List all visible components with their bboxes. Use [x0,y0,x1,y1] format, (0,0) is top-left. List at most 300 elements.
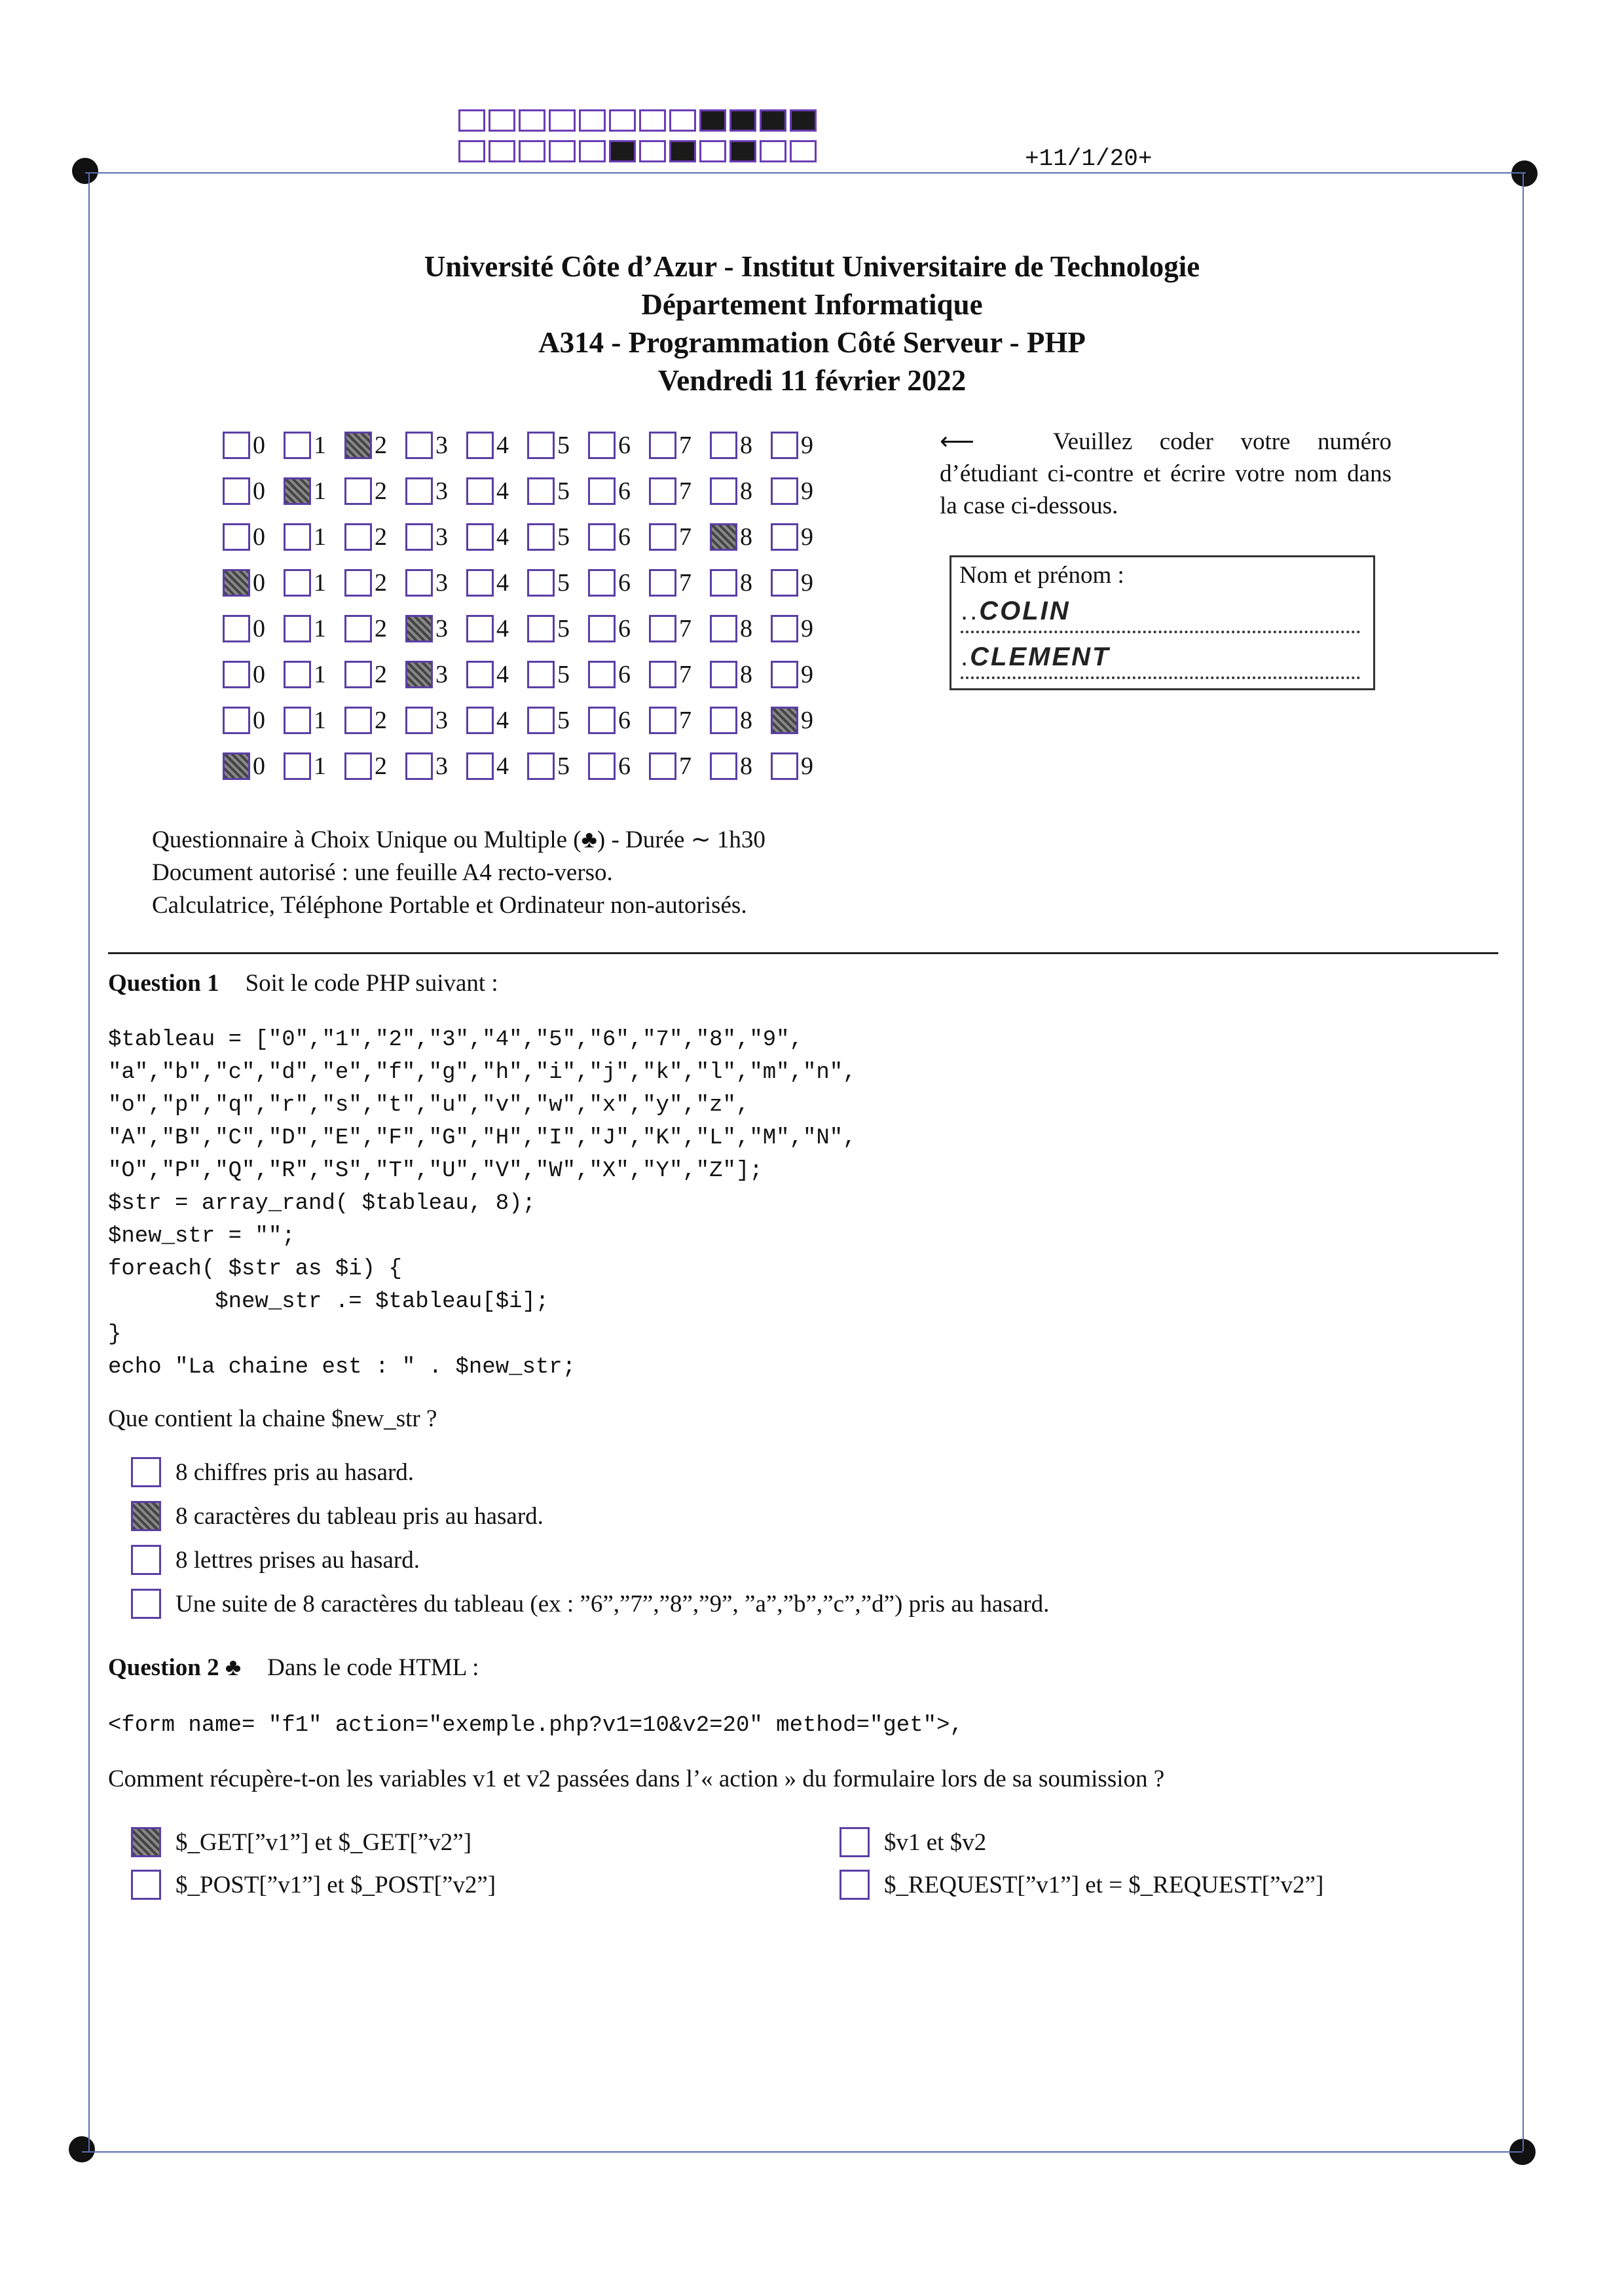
answer-option[interactable] [840,1827,986,1857]
code-line: } [108,1322,122,1347]
digit-checkbox[interactable] [405,432,433,459]
digit-label: 4 [496,432,509,459]
digit-checkbox[interactable] [771,707,798,734]
digit-checkbox[interactable] [710,432,737,459]
digit-label: 7 [679,661,692,688]
digit-checkbox[interactable] [588,615,616,642]
digit-checkbox[interactable] [649,569,676,597]
digit-option [344,523,405,551]
answer-option[interactable] [131,1501,544,1531]
corner-marker-top-right [1511,160,1538,187]
digit-checkbox[interactable] [527,707,555,734]
exam-title [0,248,1624,399]
digit-checkbox[interactable] [344,661,372,688]
digit-label: 0 [253,523,265,551]
code-cell [669,140,696,162]
digit-label: 0 [253,477,265,505]
answer-option[interactable] [131,1457,414,1487]
digit-label: 6 [618,707,631,734]
digit-option [405,660,466,689]
student-number-row [223,468,832,514]
question-2-prompt: Comment récupère-t-on les variables v1 et v2 passées dans l’« action » du formulaire lors de sa soumission ? [108,1766,1165,1792]
digit-checkbox[interactable] [527,477,555,505]
digit-option [405,706,466,735]
digit-checkbox[interactable] [710,477,737,505]
digit-label: 9 [801,523,813,551]
digit-option [527,660,588,689]
digit-checkbox[interactable] [344,569,372,597]
digit-option [710,523,771,551]
answer-option[interactable] [131,1827,471,1857]
digit-label: 8 [740,752,752,780]
digit-checkbox[interactable] [466,707,494,734]
digit-checkbox[interactable] [284,615,311,642]
digit-checkbox[interactable] [588,523,616,551]
digit-label: 5 [557,523,570,551]
digit-checkbox[interactable] [527,432,555,459]
digit-checkbox[interactable] [527,615,555,642]
digit-checkbox[interactable] [649,432,676,459]
answer-checkbox[interactable] [131,1589,161,1619]
code-line: "A","B","C","D","E","F","G","H","I","J","K","L","M","N", [108,1126,857,1151]
digit-label: 7 [679,615,692,642]
digit-label: 9 [801,752,813,780]
digit-option [284,706,344,735]
digit-label: 3 [435,707,448,734]
digit-checkbox[interactable] [405,661,433,688]
digit-checkbox[interactable] [344,707,372,734]
digit-checkbox[interactable] [588,432,616,459]
title-university: Université Côte d’Azur - Institut Universitaire de Technologie [424,250,1200,283]
digit-checkbox[interactable] [527,752,555,780]
digit-option [527,523,588,551]
code-line: "O","P","Q","R","S","T","U","V","W","X","Y","Z"]; [108,1158,763,1183]
answer-option[interactable] [840,1870,1323,1900]
sheet-code-strip-2 [458,140,817,162]
frame-bottom [82,2151,1522,2153]
digit-label: 6 [618,569,631,597]
digit-checkbox[interactable] [649,707,676,734]
digit-option [710,706,771,735]
digit-option [649,614,710,643]
digit-option [771,752,832,781]
digit-checkbox[interactable] [405,752,433,780]
digit-checkbox[interactable] [284,432,311,459]
digit-label: 8 [740,661,752,688]
digit-label: 8 [740,432,752,459]
code-cell [549,109,576,132]
digit-option [588,431,649,460]
digit-option [284,431,344,460]
divider [108,952,1498,954]
digit-checkbox[interactable] [344,432,372,459]
digit-checkbox[interactable] [284,707,311,734]
answer-label: $_REQUEST[”v1”] et = $_REQUEST[”v2”] [884,1871,1324,1898]
instructions-text: Veuillez coder votre numéro d’étudiant ci-contre et écrire votre nom dans la case ci-dessous. [940,428,1392,519]
digit-checkbox[interactable] [223,569,250,597]
digit-checkbox[interactable] [710,523,737,551]
digit-checkbox[interactable] [223,477,250,505]
student-number-row [223,560,832,606]
digit-option [284,752,344,781]
code-cell [579,140,606,162]
code-cell [699,140,726,162]
digit-label: 6 [618,752,631,780]
code-line: $new_str .= $tableau[$i]; [108,1289,549,1314]
digit-option [466,752,527,781]
digit-label: 3 [435,432,448,459]
title-date: Vendredi 11 février 2022 [657,364,967,397]
code-line: $tableau = ["0","1","2","3","4","5","6","7","8","9", [108,1028,803,1052]
digit-checkbox[interactable] [223,752,250,780]
digit-checkbox[interactable] [466,752,494,780]
digit-checkbox[interactable] [466,523,494,551]
digit-checkbox[interactable] [284,523,311,551]
digit-checkbox[interactable] [588,569,616,597]
first-name-field[interactable]: .CLEMENT [961,642,1360,679]
question-1-header [108,969,498,997]
digit-checkbox[interactable] [649,523,676,551]
answer-checkbox[interactable] [131,1827,161,1857]
digit-option [710,431,771,460]
digit-option [771,477,832,506]
digit-label: 3 [435,615,448,642]
digit-label: 5 [557,661,570,688]
exam-info [152,824,766,922]
digit-checkbox[interactable] [344,523,372,551]
digit-checkbox[interactable] [771,615,798,642]
question-2-header [108,1654,479,1682]
digit-checkbox[interactable] [344,615,372,642]
digit-label: 5 [557,707,570,734]
digit-label: 2 [375,523,387,551]
digit-checkbox[interactable] [527,569,555,597]
digit-label: 4 [496,615,509,642]
digit-label: 7 [679,432,692,459]
digit-checkbox[interactable] [771,661,798,688]
digit-option [344,568,405,597]
digit-option [405,523,466,551]
answer-label: $_POST[”v1”] et $_POST[”v2”] [175,1871,496,1898]
digit-label: 2 [375,661,387,688]
digit-checkbox[interactable] [710,752,737,780]
code-line: $new_str = ""; [108,1224,295,1249]
digit-option [649,660,710,689]
digit-checkbox[interactable] [344,477,372,505]
digit-label: 7 [679,752,692,780]
digit-option [223,568,284,597]
answer-option[interactable] [131,1870,496,1900]
digit-checkbox[interactable] [527,661,555,688]
digit-option [284,614,344,643]
frame-top [85,172,1526,174]
digit-checkbox[interactable] [588,477,616,505]
code-cell [609,109,636,132]
digit-checkbox[interactable] [710,569,737,597]
digit-label: 0 [253,752,265,780]
code-cell [458,109,485,132]
digit-option [649,706,710,735]
digit-checkbox[interactable] [649,752,676,780]
frame-right [1522,172,1524,2151]
code-cell [489,109,515,132]
digit-option [405,477,466,506]
digit-option [466,523,527,551]
digit-option [649,752,710,781]
digit-option [588,523,649,551]
code-cell [760,109,786,132]
sheet-code-strip-1 [458,109,817,132]
last-name-field[interactable]: ..COLIN [961,597,1360,633]
student-number-row [223,652,832,697]
digit-label: 5 [557,569,570,597]
digit-checkbox[interactable] [466,569,494,597]
digit-label: 0 [253,615,265,642]
digit-option [771,431,832,460]
digit-checkbox[interactable] [223,523,250,551]
digit-checkbox[interactable] [588,707,616,734]
digit-option [588,752,649,781]
digit-label: 4 [496,752,509,780]
student-number-row [223,422,832,468]
code-cell [458,140,485,162]
digit-option [649,568,710,597]
student-number-row [223,606,832,652]
digit-option [771,568,832,597]
digit-option [649,431,710,460]
answer-checkbox[interactable] [131,1545,161,1575]
answer-label: $v1 et $v2 [884,1828,987,1856]
digit-option [223,614,284,643]
digit-checkbox[interactable] [466,661,494,688]
digit-option [344,706,405,735]
digit-option [466,706,527,735]
digit-label: 8 [740,569,752,597]
digit-label: 1 [314,569,326,597]
question-1-number: Question 1 [108,970,219,997]
code-line: foreach( $str as $i) { [108,1257,402,1282]
digit-label: 3 [435,661,448,688]
digit-option [710,752,771,781]
digit-label: 5 [557,477,570,505]
student-number-row [223,743,832,789]
digit-checkbox[interactable] [223,661,250,688]
digit-option [588,614,649,643]
digit-option [466,660,527,689]
digit-label: 4 [496,523,509,551]
digit-checkbox[interactable] [588,661,616,688]
answer-label: $_GET[”v1”] et $_GET[”v2”] [175,1828,472,1856]
code-cell [489,140,515,162]
answer-checkbox[interactable] [131,1870,161,1900]
name-label: Nom et prénom : [959,562,1124,589]
digit-label: 9 [801,661,813,688]
digit-label: 3 [435,569,448,597]
digit-option [284,660,344,689]
digit-label: 9 [801,707,813,734]
arrow-left-icon: ⟵ [940,428,975,455]
code-cell [639,109,666,132]
digit-checkbox[interactable] [344,752,372,780]
digit-checkbox[interactable] [405,569,433,597]
digit-option [223,431,284,460]
digit-option [588,706,649,735]
digit-label: 6 [618,661,631,688]
digit-label: 7 [679,707,692,734]
digit-label: 2 [375,432,387,459]
corner-marker-top-left [72,158,98,184]
name-box [950,555,1375,690]
digit-checkbox[interactable] [223,707,250,734]
question-2-intro: Dans le code HTML : [267,1654,479,1681]
digit-label: 6 [618,615,631,642]
answer-label: 8 lettres prises au hasard. [175,1546,420,1574]
digit-label: 2 [375,477,387,505]
digit-option [344,477,405,506]
code-cell [639,140,666,162]
student-number-row [223,697,832,743]
code-line: echo "La chaine est : " . $new_str; [108,1355,576,1380]
digit-label: 4 [496,569,509,597]
digit-option [710,477,771,506]
digit-checkbox[interactable] [649,661,676,688]
question-2-number: Question 2 ♣ [108,1654,242,1681]
answer-option[interactable] [131,1545,420,1575]
answer-label: 8 caractères du tableau pris au hasard. [175,1502,544,1530]
digit-label: 3 [435,523,448,551]
sheet-id: +11/1/20+ [1025,145,1153,172]
code-cell [669,109,696,132]
digit-option [344,614,405,643]
digit-checkbox[interactable] [771,432,798,459]
digit-option [466,614,527,643]
digit-option [284,568,344,597]
digit-checkbox[interactable] [710,615,737,642]
digit-label: 5 [557,752,570,780]
exam-info-line-1: Questionnaire à Choix Unique ou Multiple (♣) - Durée ∼ 1h30 [152,826,766,853]
digit-checkbox[interactable] [284,752,311,780]
digit-label: 4 [496,661,509,688]
answer-option[interactable] [131,1589,1049,1619]
digit-checkbox[interactable] [649,477,676,505]
digit-label: 8 [740,615,752,642]
digit-label: 0 [253,661,265,688]
digit-checkbox[interactable] [223,432,250,459]
code-cell [790,109,817,132]
digit-option [466,568,527,597]
digit-option [405,431,466,460]
digit-label: 7 [679,477,692,505]
digit-label: 9 [801,615,813,642]
digit-option [588,660,649,689]
digit-checkbox[interactable] [405,477,433,505]
digit-checkbox[interactable] [771,752,798,780]
digit-option [527,568,588,597]
digit-checkbox[interactable] [649,615,676,642]
digit-checkbox[interactable] [284,569,311,597]
digit-option [284,477,344,506]
question-2-code: <form name= "f1" action="exemple.php?v1=10&v2=20" method="get">, [108,1713,963,1738]
digit-label: 8 [740,477,752,505]
answer-checkbox[interactable] [840,1870,870,1900]
digit-checkbox[interactable] [405,615,433,642]
instructions [940,426,1392,522]
question-1-intro: Soit le code PHP suivant : [245,970,498,997]
digit-checkbox[interactable] [771,569,798,597]
code-cell [699,109,726,132]
digit-label: 1 [314,477,326,505]
digit-label: 0 [253,569,265,597]
digit-checkbox[interactable] [405,707,433,734]
code-cell [609,140,636,162]
answer-checkbox[interactable] [131,1501,161,1531]
digit-label: 0 [253,707,265,734]
digit-option [344,660,405,689]
digit-label: 6 [618,523,631,551]
digit-label: 1 [314,523,326,551]
digit-checkbox[interactable] [466,432,494,459]
digit-checkbox[interactable] [223,615,250,642]
digit-option [405,568,466,597]
code-line: $str = array_rand( $tableau, 8); [108,1191,536,1216]
digit-label: 6 [618,477,631,505]
digit-label: 9 [801,569,813,597]
digit-checkbox[interactable] [284,477,311,505]
digit-option [405,752,466,781]
digit-label: 2 [375,615,387,642]
digit-checkbox[interactable] [710,661,737,688]
digit-label: 1 [314,752,326,780]
digit-checkbox[interactable] [588,752,616,780]
digit-checkbox[interactable] [466,615,494,642]
digit-option [223,660,284,689]
code-cell [579,109,606,132]
digit-checkbox[interactable] [771,477,798,505]
digit-label: 2 [375,707,387,734]
digit-checkbox[interactable] [466,477,494,505]
digit-checkbox[interactable] [527,523,555,551]
digit-option [527,614,588,643]
digit-option [588,568,649,597]
digit-checkbox[interactable] [284,661,311,688]
code-cell [519,140,545,162]
digit-option [466,477,527,506]
answer-checkbox[interactable] [840,1827,870,1857]
digit-label: 6 [618,432,631,459]
digit-label: 0 [253,432,265,459]
digit-option [771,523,832,551]
digit-label: 9 [801,432,813,459]
exam-info-line-3: Calculatrice, Téléphone Portable et Ordinateur non-autorisés. [152,892,747,919]
digit-label: 2 [375,569,387,597]
digit-option [344,431,405,460]
digit-checkbox[interactable] [771,523,798,551]
digit-label: 8 [740,707,752,734]
digit-option [588,477,649,506]
digit-checkbox[interactable] [710,707,737,734]
digit-label: 3 [435,752,448,780]
answer-checkbox[interactable] [131,1457,161,1487]
digit-label: 1 [314,432,326,459]
code-cell [549,140,576,162]
digit-option [771,660,832,689]
digit-option [710,614,771,643]
code-cell [519,109,545,132]
question-1-prompt: Que contient la chaine $new_str ? [108,1405,437,1432]
digit-option [527,477,588,506]
code-cell [790,140,817,162]
digit-checkbox[interactable] [405,523,433,551]
